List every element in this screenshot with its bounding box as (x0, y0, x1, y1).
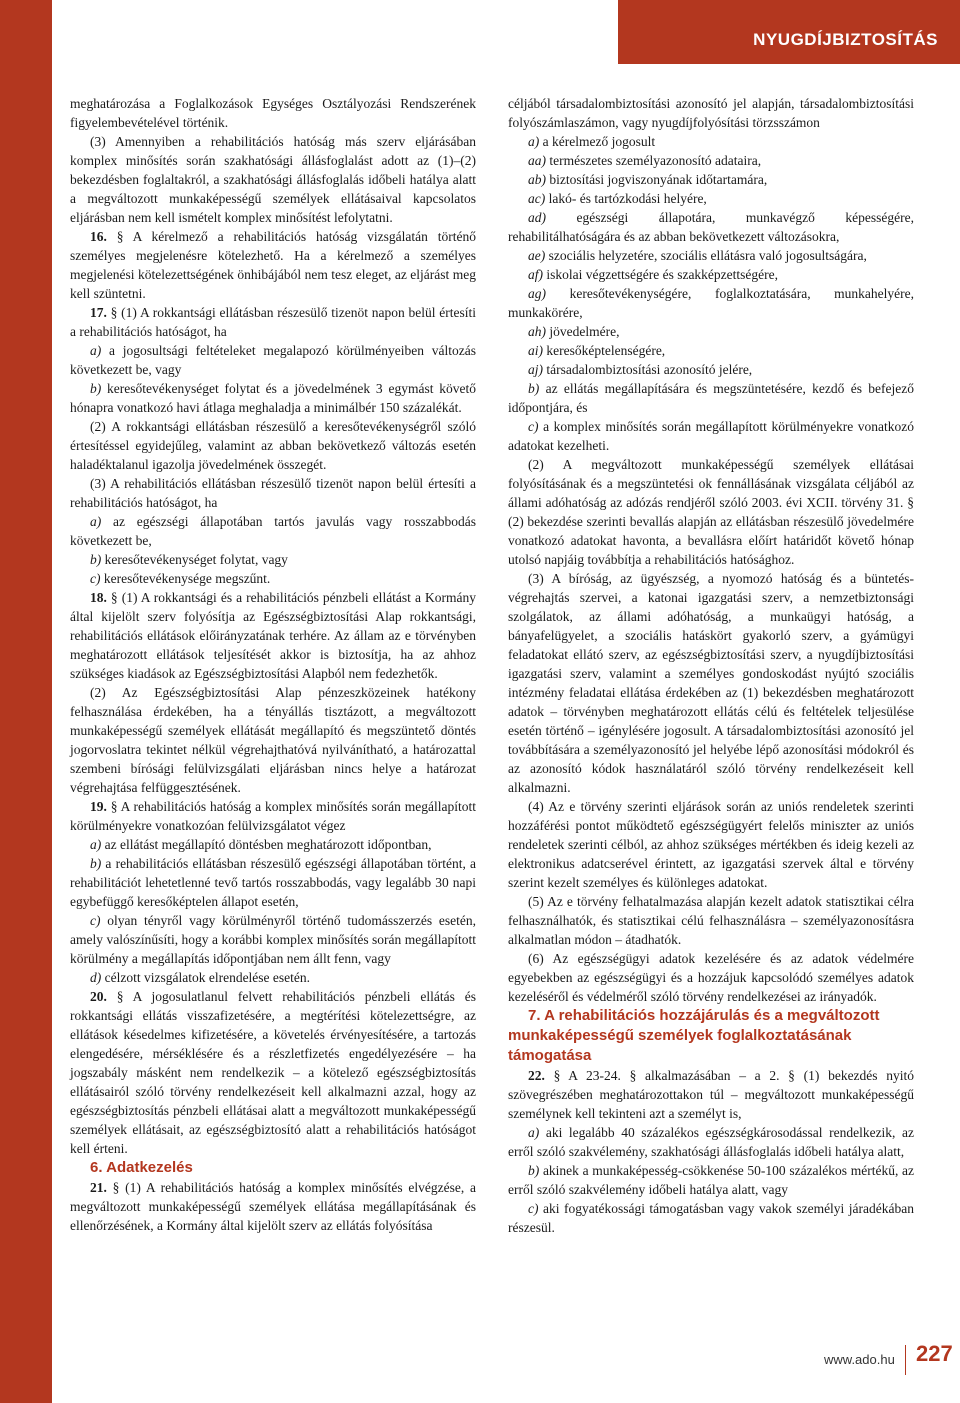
item-text: keresőtevékenysége megszűnt. (103, 571, 271, 586)
list-item (508, 379, 914, 417)
right-column (508, 94, 914, 1237)
item-text: iskolai végzettségére és szakképzettségére, (546, 267, 779, 282)
item-text: keresőtevékenységére, foglalkoztatására, munkahelyére, munkakörére, (508, 286, 914, 320)
item-text: aki legalább 40 százalékos egészségkárosodással rendelkezik, az erről szóló szakvélemény, szakhatósági állásfoglalás időbeli hatálya alatt, (508, 1125, 914, 1159)
item-text: az ellátás megállapítására és megszüntetésére, kezdő és befejező időpontjára, és (508, 381, 914, 415)
item-label: af) (528, 267, 543, 282)
item-label: ae) (528, 248, 546, 263)
item-text: akinek a munkaképesség-csökkenése 50-100 százalékos mértékű, az erről szóló szakvélemény időbeli hatálya alatt, vagy (508, 1163, 914, 1197)
item-text: a rehabilitációs ellátásban részesülő egészségi állapotában történt, a rehabilitációt lehetetlenné tevő tartós rosszabbodás, vagy legalább 30 napi egybefüggő keresőképtelen állapot esetén, (70, 856, 477, 909)
section-16 (70, 227, 476, 303)
item-text: az egészségi állapotában tartós javulás vagy rosszabbodás következett be, (70, 514, 476, 548)
item-text: célzott vizsgálatok elrendelése esetén. (104, 970, 311, 985)
item-label: ah) (528, 324, 546, 339)
item-text: a jogosultsági feltételeket megalapozó körülményeiben változás következett be, vagy (70, 343, 476, 377)
item-label: ab) (528, 172, 546, 187)
item-label: b) (90, 552, 102, 567)
list-item (508, 170, 914, 189)
section-22 (508, 1066, 914, 1123)
section-number: 21. (90, 1180, 107, 1195)
item-label: a) (90, 837, 102, 852)
item-label: aa) (528, 153, 546, 168)
section-number: 19. (90, 799, 107, 814)
item-label: a) (90, 343, 102, 358)
left-column (70, 94, 476, 1235)
item-text: jövedelmére, (549, 324, 620, 339)
item-text: olyan tényről vagy körülményről történő tudomásszerzés esetén, amely valószínűsíti, hogy a korábbi komplex minősítés során megállapított körülmény a megállapítás időpontjában nem állt fenn, vagy (70, 913, 476, 966)
item-text: társadalombiztosítási azonosító jelére, (546, 362, 753, 377)
list-item (508, 189, 914, 208)
paragraph: (6) Az egészségügyi adatok kezelésére és az adatok védelmére egyebekben az egészségügyi és a hozzájuk kapcsolódó személyes adatok kezeléséről és védelméről szóló törvény rendelkezései az irányadók. (508, 951, 914, 1004)
item-label: ac) (528, 191, 546, 206)
item-text: lakó- és tartózkodási helyére, (548, 191, 707, 206)
list-item (508, 322, 914, 341)
footer-url: www.ado.hu (824, 1352, 895, 1367)
item-text: aki fogyatékossági támogatásban vagy vakok személyi járadékában részesül. (508, 1201, 914, 1235)
item-text: biztosítási jogviszonyának időtartamára, (549, 172, 768, 187)
item-label: a) (528, 134, 540, 149)
item-label: a) (528, 1125, 540, 1140)
paragraph: meghatározása a Foglalkozások Egységes Osztályozási Rendszerének figyelembevételével történik. (70, 96, 476, 130)
section-text: § (1) A rokkantsági ellátásban részesülő tizenöt napon belül értesíti a rehabilitációs hatóságot, ha (70, 305, 476, 339)
section-number: 16. (90, 229, 107, 244)
item-text: keresőtevékenységet folytat és a jövedelmének 3 egymást követő hónapra vonatkozó havi átlaga meghaladja a minimálbér 150 százalékát. (70, 381, 476, 415)
list-item (508, 132, 914, 151)
list-item (508, 1123, 914, 1161)
list-item (508, 265, 914, 284)
item-text: az ellátást megállapító döntésben meghatározott időpontban, (104, 837, 432, 852)
list-item (70, 968, 476, 987)
chapter-heading: 6. Adatkezelés (90, 1159, 193, 1176)
item-label: c) (90, 913, 101, 928)
item-label: b) (528, 1163, 540, 1178)
chapter-heading: 7. A rehabilitációs hozzájárulás és a megváltozott munkaképességű személyek foglalkoztatásának támogatása (508, 1007, 880, 1064)
section-text: § (1) A rokkantsági és a rehabilitációs pénzbeli ellátást a Kormány által kijelölt szerv folyósítja az Egészségbiztosítási Alap rokkantsági, rehabilitációs ellátások előirányzatának terhére. Az állam az e törvényben meghatározott ellátások teljesítését akkor is biztosítja, ha az ahhoz szükséges kiadások az Egészségbiztosítási Alapból nem fedezhetők. (70, 590, 476, 681)
section-text: § A 23-24. § alkalmazásában – a 2. § (1) bekezdés nyitó szövegrészében meghatározottakon túl – megváltozott munkaképességű személynek kell tekinteni azt a személyt is, (508, 1068, 915, 1121)
paragraph: (5) Az e törvény felhatalmazása alapján kezelt adatok statisztikai célra felhasználhatók, és statisztikai célú felhasználásra – személyazonosításra alkalmatlan módon – átadhatók. (508, 894, 914, 947)
list-item (508, 1161, 914, 1199)
item-text: a kérelmező jogosult (542, 134, 656, 149)
section-number: 22. (528, 1068, 545, 1083)
section-number: 18. (90, 590, 107, 605)
section-18 (70, 588, 476, 683)
list-item (70, 550, 476, 569)
section-banner (618, 0, 960, 64)
section-text: § (1) A rehabilitációs hatóság a komplex minősítés elvégzése, a megváltozott munkaképességű személyek ellátása megállapításának és ellenőrzésének, a Kormány által kijelölt szerv az ellátás folyósítása (70, 1180, 477, 1233)
item-text: egészségi állapotára, munkavégző képességére, rehabilitálhatóságára és az abban bekövetkezett változásokra, (508, 210, 914, 244)
item-label: c) (528, 419, 539, 434)
section-19 (70, 797, 476, 835)
list-item (70, 512, 476, 550)
paragraph: (4) Az e törvény szerinti eljárások során az uniós rendeletek szerinti hozzáférési pontot működtető egészségügyért felelős miniszter az uniós rendeletek szerinti célból, az ahhoz szükséges mértékben és ideig kezeli az elektronikus adatcserével érintett, az igazgatási szervek által e törvény szerint kezelt személyes és különleges adatokat. (508, 799, 914, 890)
item-label: d) (90, 970, 102, 985)
section-17 (70, 303, 476, 341)
item-text: keresőtevékenységet folytat, vagy (104, 552, 288, 567)
list-item (70, 341, 476, 379)
footer-divider (905, 1345, 906, 1375)
paragraph: (3) A rehabilitációs ellátásban részesülő tizenöt napon belül értesíti a rehabilitációs hatóságot, ha (70, 476, 476, 510)
item-label: b) (90, 856, 102, 871)
item-label: c) (528, 1201, 539, 1216)
section-number: 17. (90, 305, 107, 320)
left-color-bar (0, 0, 52, 1403)
list-item (508, 208, 914, 246)
item-text: keresőképtelenségére, (546, 343, 666, 358)
page-number: 227 (916, 1341, 953, 1366)
section-20 (70, 987, 476, 1158)
list-item (70, 379, 476, 417)
list-item (508, 284, 914, 322)
list-item (70, 569, 476, 588)
list-item (508, 360, 914, 379)
item-label: b) (528, 381, 540, 396)
item-label: ai) (528, 343, 543, 358)
item-label: ad) (528, 210, 546, 225)
item-text: természetes személyazonosító adataira, (549, 153, 762, 168)
section-21 (70, 1178, 476, 1235)
list-item (508, 341, 914, 360)
list-item (508, 417, 914, 455)
list-item (508, 151, 914, 170)
paragraph: (2) Az Egészségbiztosítási Alap pénzeszközeinek hatékony felhasználása érdekében, ha a tényállás tisztázott, a megváltozott munkaképességű személyek ellátását megállapító és megszüntető döntés jogorvoslatra tekintet nélkül végrehajthatóvá nyilvánítható, a határozattal szembeni bírósági felülvizsgálati eljárásban nincs helye a határozat végrehajtása felfüggesztésének. (70, 685, 476, 795)
section-title: NYUGDÍJBIZTOSÍTÁS (753, 30, 938, 49)
item-text: a komplex minősítés során megállapított körülményekre vonatkozó adatokat kezelheti. (508, 419, 915, 453)
list-item (70, 911, 476, 968)
item-label: b) (90, 381, 102, 396)
paragraph: (2) A megváltozott munkaképességű személyek ellátásai folyósításának és a megszüntetési ok fennállásának vizsgálata céljából az állami adóhatóság az adózás rendjéről szóló 2003. évi XCII. törvény 31. § (2) bekezdése szerinti bevallás alapján az ellátásban részesülő jövedelmére vonatkozó adatokat havonta, a bevallásra előírt határidőt követő hónap utolsó napjáig továbbítja a rehabilitációs hatósághoz. (508, 457, 914, 567)
item-label: a) (90, 514, 102, 529)
section-text: § A kérelmező a rehabilitációs hatóság vizsgálatán történő személyes megjelenésre kötelezhető. Ha a kérelmező a személyes megjelenési kötelezettségének önhibájából nem tesz eleget, az eljárást meg kell szüntetni. (70, 229, 476, 301)
paragraph: (3) A bíróság, az ügyészség, a nyomozó hatóság és a büntetés-végrehajtás szervei, a katonai igazgatási szerv, a nemzetbiztonsági szolgálatok, az állami adóhatóság, a munkaügyi hatóság, a bányafelügyelet, a szociális hatáskört gyakorló szerv, a gyámügyi feladatokat ellátó szerv, az egészségbiztosítási szerv, a nyugdíjbiztosítási igazgatási szerv, valamint a személyes gondoskodást nyújtó szociális intézmény feladatai ellátása érdekében az (1) bekezdésben meghatározott adatok – törvényben meghatározott ellátás célú és feltételek teljesülése esetén történő – igénylésére jogosult. A társadalombiztosítási azonosító jel továbbítására a személyazonosító jel helyébe lépő azonosítási módokról és az azonosító kódok használatáról szóló törvény rendelkezéseit kell alkalmazni. (508, 571, 914, 795)
paragraph: céljából társadalombiztosítási azonosító jel alapján, társadalombiztosítási folyószámlaszámon, vagy nyugdíjfolyósítási törzsszámon (508, 96, 914, 130)
item-label: c) (90, 571, 101, 586)
list-item (508, 1199, 914, 1237)
paragraph: (3) Amennyiben a rehabilitációs hatóság más szerv eljárásában komplex minősítés során szakhatósági állásfoglalást adott az (1)–(2) bekezdésben foglaltakról, a szakhatósági állásfoglalás időbeli hatálya alatt a megváltozott munkaképességű személyek ellátásaival kapcsolatos eljárásban nem kell ismételt komplex minősítést lefolytatni. (70, 134, 476, 225)
list-item (70, 835, 476, 854)
item-text: szociális helyzetére, szociális ellátásra való jogosultságára, (548, 248, 867, 263)
paragraph: (2) A rokkantsági ellátásban részesülő a keresőtevékenységről szóló értesítéssel egyidejűleg, valamint az abban bekövetkező változás esetén haladéktalanul igazolja jövedelmének összegét. (70, 419, 476, 472)
item-label: aj) (528, 362, 543, 377)
list-item (508, 246, 914, 265)
section-text: § A jogosulatlanul felvett rehabilitációs pénzbeli ellátás és rokkantsági ellátás visszafizetésére, a megtérítési kötelezettségre, az ellátások késedelmes kifizetésére, a követelés érvényesítésére, a tartozás elengedésére, mérséklésére és a részletfizetés engedélyezésére – ha jogszabály másként nem rendelkezik – a kötelező egészségbiztosítás ellátásairól szóló törvény rendelkezéseit kell alkalmazni azzal, hogy az egészségbiztosítás pénzbeli ellátásai alatt a megváltozott munkaképességű személyek ellátásait, az egészségbiztosító alatt a rehabilitációs hatóságot kell érteni. (70, 989, 476, 1156)
item-label: ag) (528, 286, 546, 301)
list-item (70, 854, 476, 911)
section-number: 20. (90, 989, 107, 1004)
section-text: § A rehabilitációs hatóság a komplex minősítés során megállapított körülményekre vonatkozóan felülvizsgálatot végez (70, 799, 476, 833)
